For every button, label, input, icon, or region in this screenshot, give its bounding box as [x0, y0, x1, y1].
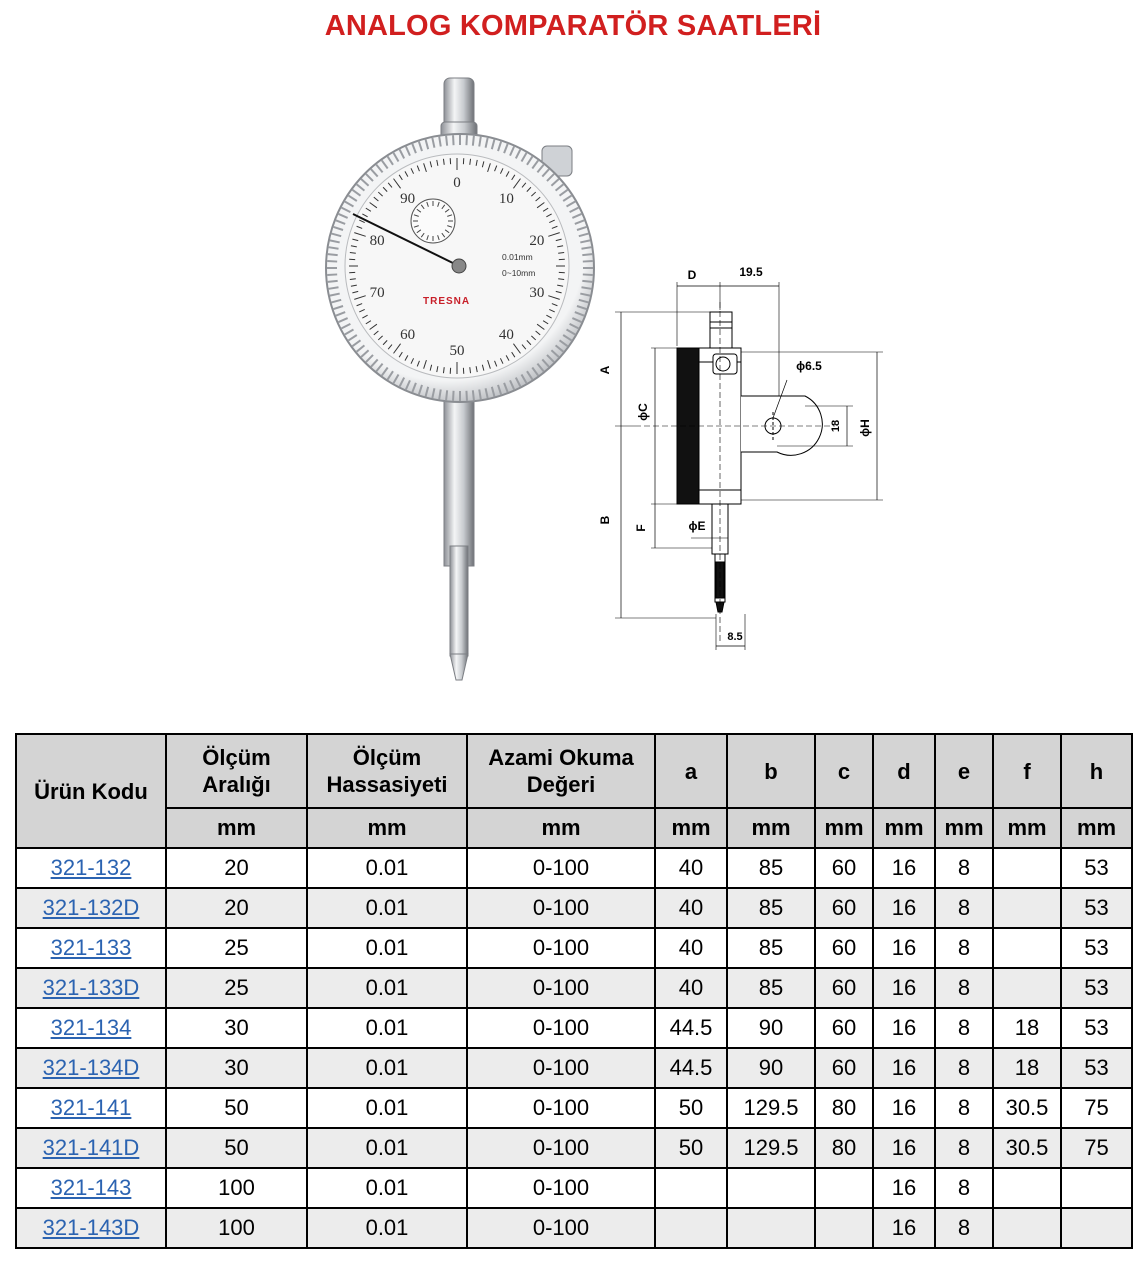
- dim-B: B: [598, 515, 612, 525]
- e-cell: 8: [935, 928, 993, 968]
- product-code-link[interactable]: 321-133: [50, 935, 132, 960]
- table-body: [16, 848, 1132, 1248]
- azami-okuma-cell: 0-100: [467, 968, 655, 1008]
- product-code-cell: [16, 1048, 166, 1088]
- c-cell: 80: [815, 1128, 873, 1168]
- table-row: [16, 888, 1132, 928]
- c-cell: [815, 1208, 873, 1248]
- f-cell: [993, 1168, 1061, 1208]
- unit-cell: mm: [655, 808, 727, 848]
- f-cell: [993, 968, 1061, 1008]
- h-cell: [1061, 1168, 1132, 1208]
- h-cell: [1061, 1208, 1132, 1248]
- dial-number: 40: [498, 326, 514, 343]
- azami-okuma-cell: 0-100: [467, 1048, 655, 1088]
- olcum-araligi-cell: 25: [166, 928, 307, 968]
- unit-cell: mm: [993, 808, 1061, 848]
- b-cell: 129.5: [727, 1128, 815, 1168]
- unit-cell: mm: [815, 808, 873, 848]
- e-cell: 8: [935, 888, 993, 928]
- d-cell: 16: [873, 968, 935, 1008]
- c-cell: 80: [815, 1088, 873, 1128]
- c-cell: 60: [815, 888, 873, 928]
- a-cell: [655, 1208, 727, 1248]
- table-row: [16, 968, 1132, 1008]
- unit-cell: mm: [1061, 808, 1132, 848]
- f-cell: 18: [993, 1008, 1061, 1048]
- f-cell: 18: [993, 1048, 1061, 1088]
- dim-E: ϕE: [688, 519, 706, 533]
- f-cell: [993, 888, 1061, 928]
- h-cell: 53: [1061, 1048, 1132, 1088]
- product-code-cell: [16, 1208, 166, 1248]
- spec-table: [15, 733, 1133, 1249]
- b-cell: 90: [727, 1048, 815, 1088]
- h-cell: 53: [1061, 1008, 1132, 1048]
- azami-okuma-cell: 0-100: [467, 1168, 655, 1208]
- b-cell: 85: [727, 968, 815, 1008]
- olcum-hassasiyeti-cell: 0.01: [307, 1048, 467, 1088]
- h-cell: 53: [1061, 888, 1132, 928]
- f-cell: 30.5: [993, 1128, 1061, 1168]
- unit-cell: mm: [727, 808, 815, 848]
- product-code-cell: [16, 848, 166, 888]
- dial-number: 70: [369, 284, 385, 301]
- a-cell: 50: [655, 1128, 727, 1168]
- b-cell: 85: [727, 888, 815, 928]
- d-cell: 16: [873, 1168, 935, 1208]
- h-cell: 53: [1061, 928, 1132, 968]
- e-cell: 8: [935, 1168, 993, 1208]
- product-code-cell: [16, 1088, 166, 1128]
- h-cell: 53: [1061, 848, 1132, 888]
- d-cell: 16: [873, 848, 935, 888]
- dial-number: 90: [400, 191, 416, 208]
- azami-okuma-cell: 0-100: [467, 928, 655, 968]
- dial-number: 80: [369, 233, 385, 250]
- h-cell: 75: [1061, 1088, 1132, 1128]
- product-code-cell: [16, 928, 166, 968]
- unit-cell: mm: [873, 808, 935, 848]
- c-cell: 60: [815, 968, 873, 1008]
- plunger: [450, 546, 468, 656]
- unit-cell: mm: [307, 808, 467, 848]
- header-olcum-araligi: Ölçüm Aralığı: [166, 734, 307, 808]
- e-cell: 8: [935, 1048, 993, 1088]
- a-cell: 40: [655, 968, 727, 1008]
- h-cell: 75: [1061, 1128, 1132, 1168]
- dial-number: 20: [529, 233, 545, 250]
- lower-stem: [444, 386, 474, 566]
- dial-indicator-drawing: [320, 76, 600, 688]
- dim-19-5: 19.5: [739, 265, 763, 279]
- a-cell: 40: [655, 928, 727, 968]
- unit-cell: mm: [935, 808, 993, 848]
- table-row: [16, 1008, 1132, 1048]
- h-cell: 53: [1061, 968, 1132, 1008]
- resolution-label: 0.01mm: [502, 252, 533, 262]
- header-row: [16, 734, 1132, 808]
- header-d: d: [873, 734, 935, 808]
- e-cell: 8: [935, 1008, 993, 1048]
- olcum-hassasiyeti-cell: 0.01: [307, 1088, 467, 1128]
- dial-indicator-image: [320, 76, 600, 688]
- azami-okuma-cell: 0-100: [467, 888, 655, 928]
- c-cell: 60: [815, 848, 873, 888]
- b-cell: [727, 1168, 815, 1208]
- table-row: [16, 1088, 1132, 1128]
- product-code-link[interactable]: 321-134D: [42, 1055, 140, 1080]
- f-cell: [993, 848, 1061, 888]
- a-cell: 44.5: [655, 1048, 727, 1088]
- b-cell: 85: [727, 928, 815, 968]
- olcum-araligi-cell: 50: [166, 1088, 307, 1128]
- product-code-link[interactable]: 321-132: [50, 855, 132, 880]
- c-cell: 60: [815, 928, 873, 968]
- azami-okuma-cell: 0-100: [467, 1008, 655, 1048]
- product-code-link[interactable]: 321-141: [50, 1095, 132, 1120]
- brand-logo: TRESNA: [423, 296, 471, 307]
- a-cell: 40: [655, 888, 727, 928]
- e-cell: 8: [935, 1208, 993, 1248]
- f-cell: 30.5: [993, 1088, 1061, 1128]
- a-cell: [655, 1168, 727, 1208]
- table-row: [16, 1128, 1132, 1168]
- table-row: [16, 928, 1132, 968]
- d-cell: 16: [873, 888, 935, 928]
- product-code-link[interactable]: 321-134: [50, 1015, 132, 1040]
- dim-6-5: ϕ6.5: [796, 359, 822, 373]
- header-b: b: [727, 734, 815, 808]
- dim-D: D: [687, 268, 697, 282]
- header-azami-okuma: Azami Okuma Değeri: [467, 734, 655, 808]
- d-cell: 16: [873, 1008, 935, 1048]
- product-code-cell: [16, 1128, 166, 1168]
- e-cell: 8: [935, 968, 993, 1008]
- e-cell: 8: [935, 1088, 993, 1128]
- range-label: 0~10mm: [502, 268, 536, 278]
- c-cell: 60: [815, 1008, 873, 1048]
- c-cell: 60: [815, 1048, 873, 1088]
- azami-okuma-cell: 0-100: [467, 1128, 655, 1168]
- f-cell: [993, 928, 1061, 968]
- table-row: [16, 1208, 1132, 1248]
- olcum-araligi-cell: 20: [166, 848, 307, 888]
- header-urun-kodu: Ürün Kodu: [16, 734, 166, 848]
- table-row: [16, 848, 1132, 888]
- dim-C: ϕC: [636, 403, 650, 421]
- dim-A: A: [598, 365, 612, 375]
- unit-cell: mm: [166, 808, 307, 848]
- a-cell: 40: [655, 848, 727, 888]
- olcum-araligi-cell: 20: [166, 888, 307, 928]
- product-code-cell: [16, 968, 166, 1008]
- olcum-hassasiyeti-cell: 0.01: [307, 1008, 467, 1048]
- olcum-araligi-cell: 100: [166, 1208, 307, 1248]
- b-cell: 90: [727, 1008, 815, 1048]
- product-code-link[interactable]: 321-133D: [42, 975, 140, 1000]
- olcum-araligi-cell: 25: [166, 968, 307, 1008]
- unit-cell: mm: [467, 808, 655, 848]
- d-cell: 16: [873, 928, 935, 968]
- header-e: e: [935, 734, 993, 808]
- dial-number: 50: [449, 343, 465, 359]
- d-cell: 16: [873, 1208, 935, 1248]
- c-cell: [815, 1168, 873, 1208]
- e-cell: 8: [935, 1128, 993, 1168]
- a-cell: 50: [655, 1088, 727, 1128]
- dial-number: 60: [400, 326, 416, 343]
- dial-number: 0: [453, 175, 461, 191]
- azami-okuma-cell: 0-100: [467, 848, 655, 888]
- unit-row: [16, 808, 1132, 848]
- olcum-hassasiyeti-cell: 0.01: [307, 848, 467, 888]
- table-row: [16, 1048, 1132, 1088]
- b-cell: 129.5: [727, 1088, 815, 1128]
- b-cell: 85: [727, 848, 815, 888]
- olcum-araligi-cell: 30: [166, 1008, 307, 1048]
- header-c: c: [815, 734, 873, 808]
- olcum-hassasiyeti-cell: 0.01: [307, 968, 467, 1008]
- header-a: a: [655, 734, 727, 808]
- olcum-hassasiyeti-cell: 0.01: [307, 888, 467, 928]
- olcum-araligi-cell: 30: [166, 1048, 307, 1088]
- e-cell: 8: [935, 848, 993, 888]
- product-code-link[interactable]: 321-141D: [42, 1135, 140, 1160]
- olcum-araligi-cell: 50: [166, 1128, 307, 1168]
- page-title: ANALOG KOMPARATÖR SAATLERİ: [324, 10, 822, 42]
- product-code-link[interactable]: 321-143D: [42, 1215, 140, 1240]
- dim-H: ϕH: [858, 419, 872, 437]
- product-code-cell: [16, 888, 166, 928]
- olcum-hassasiyeti-cell: 0.01: [307, 928, 467, 968]
- f-cell: [993, 1208, 1061, 1248]
- olcum-hassasiyeti-cell: 0.01: [307, 1128, 467, 1168]
- product-code-link[interactable]: 321-132D: [42, 895, 140, 920]
- olcum-hassasiyeti-cell: 0.01: [307, 1168, 467, 1208]
- product-code-link[interactable]: 321-143: [50, 1175, 132, 1200]
- d-cell: 16: [873, 1048, 935, 1088]
- a-cell: 44.5: [655, 1008, 727, 1048]
- b-cell: [727, 1208, 815, 1248]
- dim-18: 18: [830, 419, 842, 433]
- header-olcum-hassasiyeti: Ölçüm Hassasiyeti: [307, 734, 467, 808]
- olcum-araligi-cell: 100: [166, 1168, 307, 1208]
- d-cell: 16: [873, 1088, 935, 1128]
- dimension-drawing: [595, 262, 895, 654]
- header-h: h: [1061, 734, 1132, 808]
- azami-okuma-cell: 0-100: [467, 1088, 655, 1128]
- technical-drawing: [595, 262, 895, 654]
- table-row: [16, 1168, 1132, 1208]
- dial-number: 10: [498, 191, 514, 208]
- dial-number: 30: [529, 284, 545, 301]
- product-code-cell: [16, 1168, 166, 1208]
- azami-okuma-cell: 0-100: [467, 1208, 655, 1248]
- dim-8-5: 8.5: [727, 631, 743, 643]
- header-f: f: [993, 734, 1061, 808]
- olcum-hassasiyeti-cell: 0.01: [307, 1208, 467, 1248]
- d-cell: 16: [873, 1128, 935, 1168]
- product-code-cell: [16, 1008, 166, 1048]
- dim-F: F: [634, 524, 648, 532]
